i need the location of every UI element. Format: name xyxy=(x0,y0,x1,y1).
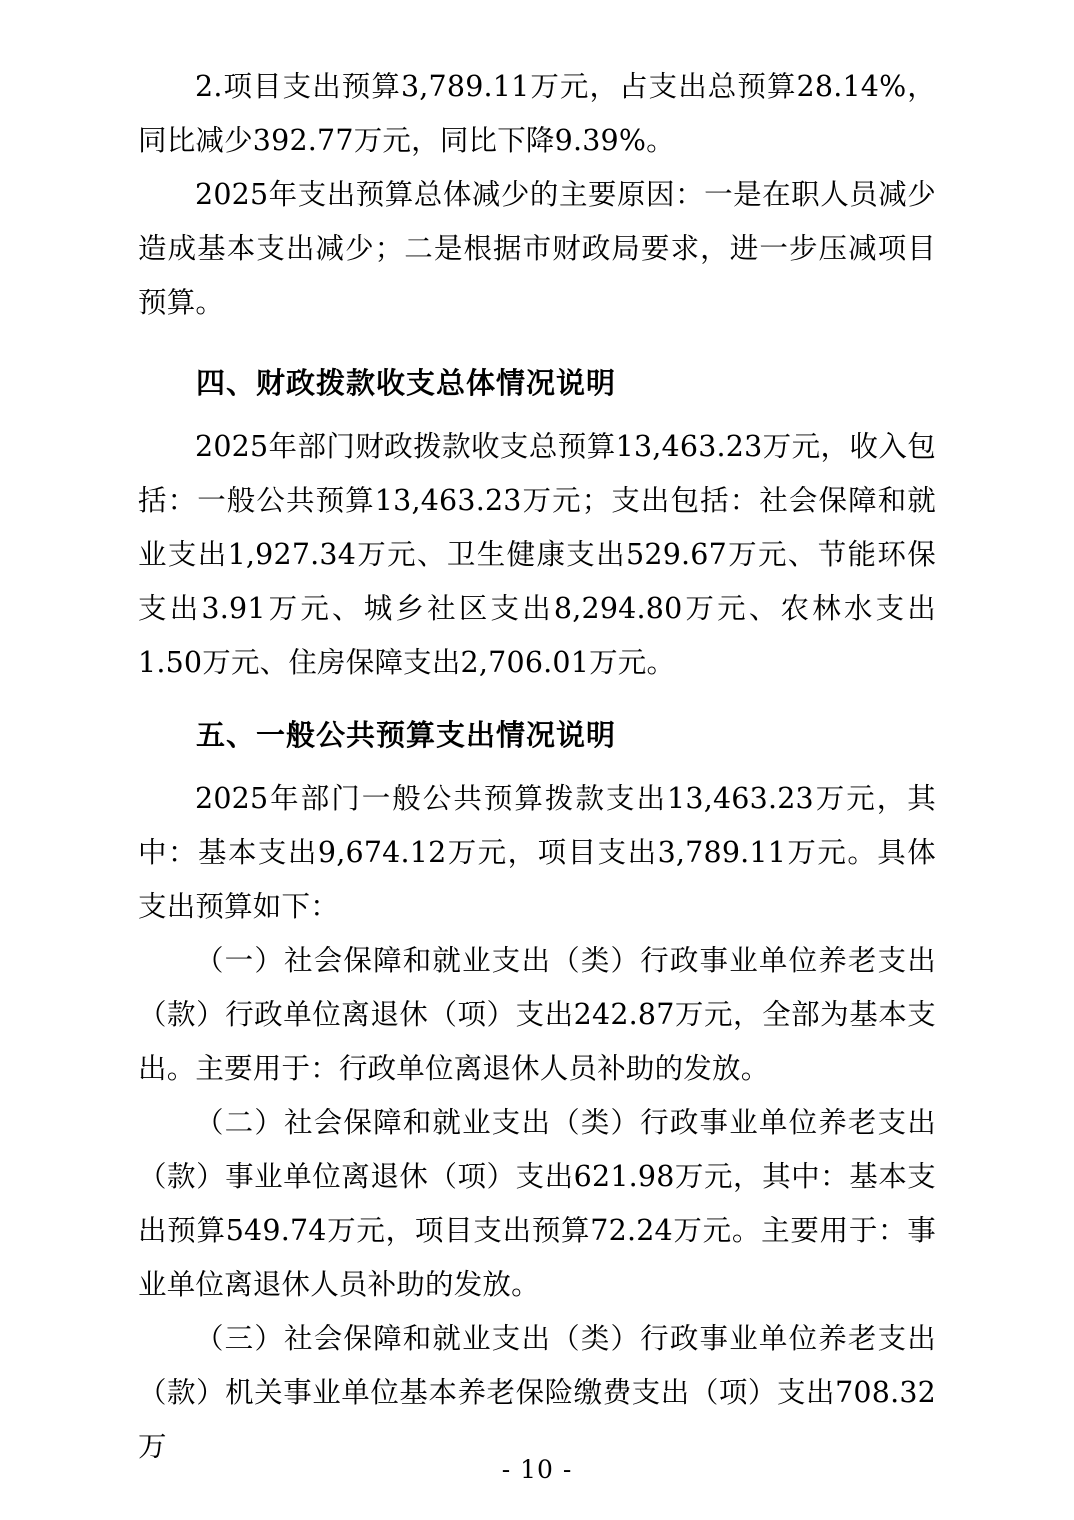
paragraph-fiscal-appropriation-overview: 2025年部门财政拨款收支总预算13,463.23万元，收入包括：一般公共预算13,463.23万元；支出包括：社会保障和就业支出1,927.34万元、卫生健康支出529.67万元、节能环保支出3.91万元、城乡社区支出8,294.80万元、农林水支出1.50万元、住房保障支出2,706.01万元。 xyxy=(138,430,936,679)
paragraph-general-public-budget-total: 2025年部门一般公共预算拨款支出13,463.23万元，其中：基本支出9,674.12万元，项目支出3,789.11万元。具体支出预算如下： xyxy=(138,782,936,923)
paragraph-item-two: （二）社会保障和就业支出（类）行政事业单位养老支出（款）事业单位离退休（项）支出621.98万元，其中：基本支出预算549.74万元，项目支出预算72.24万元。主要用于：事业单位离退休人员补助的发放。 xyxy=(138,1106,936,1301)
paragraph-project-expenditure-budget: 2.项目支出预算3,789.11万元，占支出总预算28.14%，同比减少392.77万元，同比下降9.39%。 xyxy=(138,70,936,157)
heading-section-five: 五、一般公共预算支出情况说明 xyxy=(196,718,617,752)
page-number: - 10 - xyxy=(501,1455,573,1484)
heading-section-four: 四、财政拨款收支总体情况说明 xyxy=(196,366,617,400)
paragraph-reason-for-decrease: 2025年支出预算总体减少的主要原因：一是在职人员减少造成基本支出减少；二是根据市财政局要求，进一步压减项目预算。 xyxy=(138,178,936,319)
paragraph-item-one: （一）社会保障和就业支出（类）行政事业单位养老支出（款）行政单位离退休（项）支出242.87万元，全部为基本支出。主要用于：行政单位离退休人员补助的发放。 xyxy=(138,944,936,1085)
paragraph-item-three: （三）社会保障和就业支出（类）行政事业单位养老支出（款）机关事业单位基本养老保险缴费支出（项）支出708.32万 xyxy=(138,1322,936,1463)
